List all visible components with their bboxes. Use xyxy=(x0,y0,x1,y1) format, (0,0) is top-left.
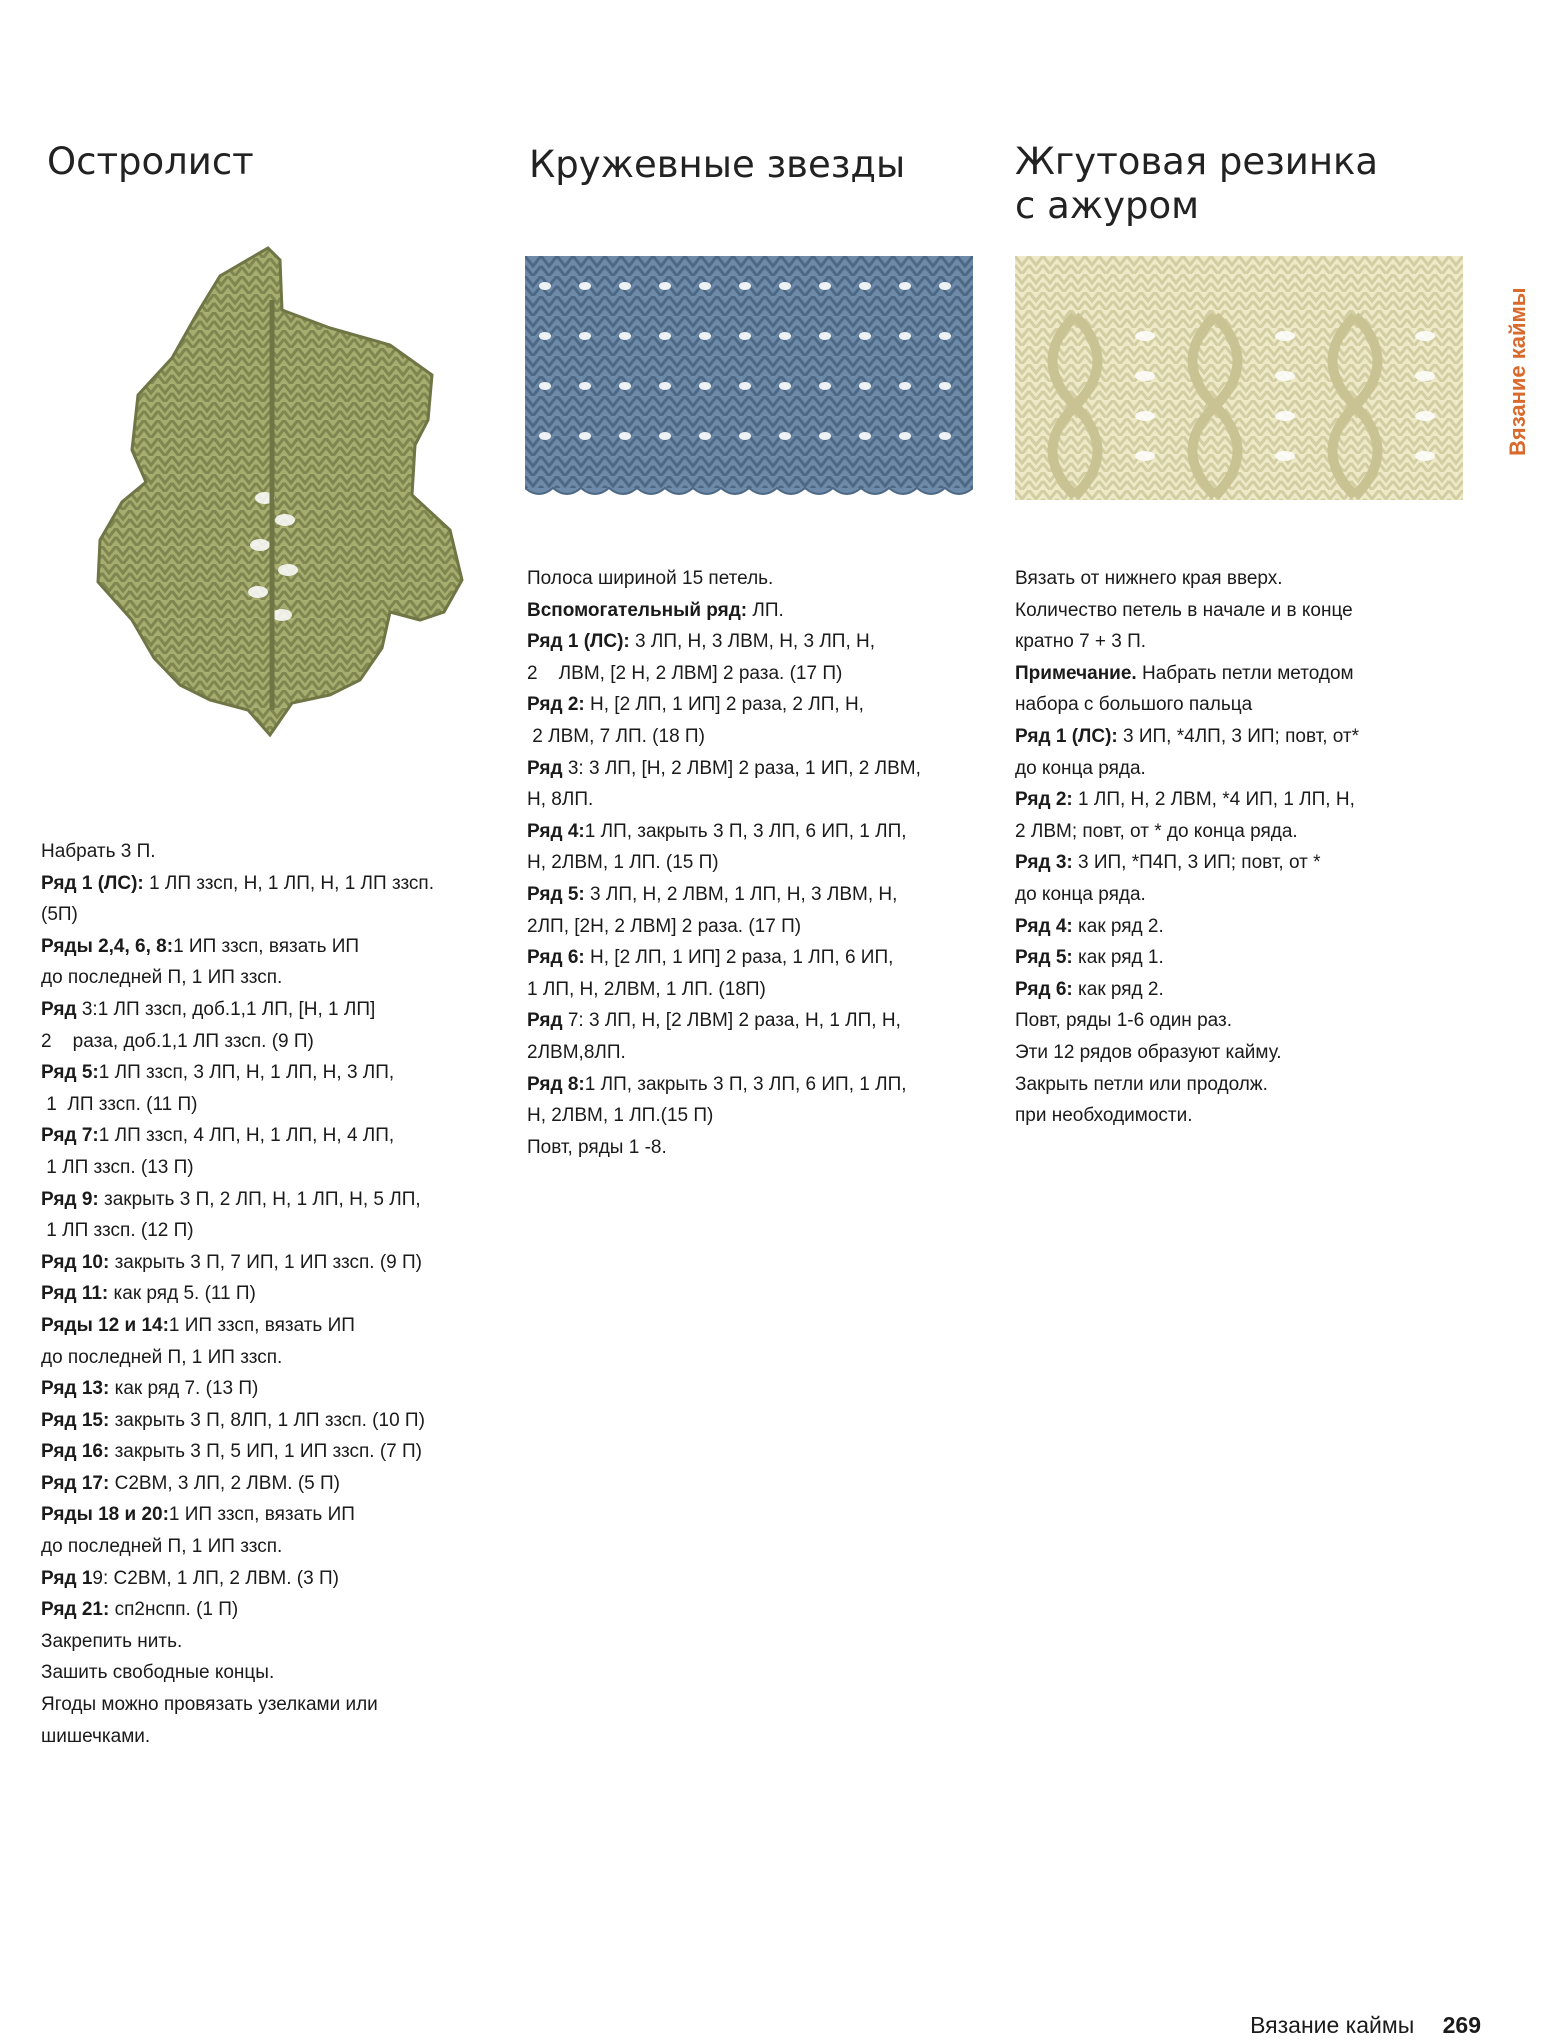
ostrolist-instructions xyxy=(41,836,501,1752)
row-text: 1 ЛП ззсп. (12 П) xyxy=(41,1220,194,1242)
row-text: Н, 8ЛП. xyxy=(527,789,594,811)
row-text: сп2нспп. (1 П) xyxy=(109,1599,239,1621)
row-label: Ряд 5: xyxy=(1015,947,1073,969)
holly-leaf-photo xyxy=(60,240,470,765)
instruction-line xyxy=(527,563,997,595)
row-text: 9: С2ВМ, 1 ЛП, 2 ЛВМ. (3 П) xyxy=(92,1567,339,1589)
row-text: 1 ЛП ззсп, 4 ЛП, Н, 1 ЛП, Н, 4 ЛП, xyxy=(98,1125,395,1147)
instruction-line xyxy=(527,1100,997,1132)
instruction-line xyxy=(41,1563,501,1595)
row-text: Повт, ряды 1-6 один раз. xyxy=(1015,1010,1232,1032)
instruction-line xyxy=(527,879,997,911)
row-label: Ряд 13: xyxy=(41,1378,110,1400)
instruction-line xyxy=(527,816,997,848)
instruction-line xyxy=(41,962,501,994)
row-label: Ряд 15: xyxy=(41,1409,110,1431)
row-text: Полоса шириной 15 петель. xyxy=(527,568,774,589)
instruction-line xyxy=(527,689,997,721)
instruction-line xyxy=(41,1373,501,1405)
row-text: 1 ЛП ззсп. (13 П) xyxy=(41,1156,194,1178)
row-label: Ряды 2,4, 6, 8: xyxy=(41,935,174,957)
row-label: Ряд xyxy=(527,1010,563,1032)
pattern-title-cable-rib: Жгутовая резинка с ажуром xyxy=(1015,140,1379,227)
instruction-line xyxy=(1015,1100,1475,1132)
instruction-line xyxy=(41,1184,501,1216)
instruction-line xyxy=(41,1026,501,1058)
instruction-line xyxy=(527,911,997,943)
row-text: кратно 7 + 3 П. xyxy=(1015,631,1147,653)
instruction-line xyxy=(1015,1037,1475,1069)
instruction-line xyxy=(527,595,997,627)
row-label: Ряд 6: xyxy=(527,947,585,969)
row-text: до конца ряда. xyxy=(1015,883,1146,905)
row-label: Ряд 4: xyxy=(1015,915,1073,937)
row-label: Примечание. xyxy=(1015,662,1137,684)
instruction-line xyxy=(41,931,501,963)
row-text: 2 ЛВМ, [2 Н, 2 ЛВМ] 2 раза. (17 П) xyxy=(527,662,843,684)
instruction-line xyxy=(41,1089,501,1121)
instruction-line xyxy=(527,942,997,974)
row-label: Ряд 3: xyxy=(1015,852,1073,874)
row-label: Ряд xyxy=(527,757,563,779)
instruction-line xyxy=(1015,974,1475,1006)
page-number: 269 xyxy=(1442,2012,1481,2038)
row-label: Ряд 9: xyxy=(41,1188,99,1210)
row-text: Набрать 3 П. xyxy=(41,841,156,862)
row-text: 2ЛВМ,8ЛП. xyxy=(527,1041,626,1063)
row-text: Закрыть петли или продолж. xyxy=(1015,1073,1268,1095)
row-label: Ряд 2: xyxy=(1015,789,1073,811)
instruction-line xyxy=(527,626,997,658)
row-text: закрыть 3 П, 5 ИП, 1 ИП ззсп. (7 П) xyxy=(109,1441,422,1463)
row-text: 1 ИП ззсп, вязать ИП xyxy=(173,935,360,957)
instruction-line xyxy=(1015,911,1475,943)
instruction-line xyxy=(41,1626,501,1658)
row-text: 3 ИП, *П4П, 3 ИП; повт, от * xyxy=(1072,852,1321,874)
cable-rib-photo xyxy=(1015,256,1463,500)
row-text: как ряд 7. (13 П) xyxy=(109,1378,259,1400)
row-text: (5П) xyxy=(41,904,78,926)
row-text: 1 ИП ззсп, вязать ИП xyxy=(168,1504,355,1526)
row-text: Ягоды можно провязать узелками или xyxy=(41,1694,378,1716)
row-text: 1 ЛП, закрыть 3 П, 3 ЛП, 6 ИП, 1 ЛП, xyxy=(584,1073,907,1095)
row-label: Ряд 11: xyxy=(41,1283,109,1305)
row-text: до последней П, 1 ИП ззсп. xyxy=(41,967,283,989)
row-text: 1 ЛП, Н, 2ЛВМ, 1 ЛП. (18П) xyxy=(527,978,766,1000)
row-text: Количество петель в начале и в конце xyxy=(1015,599,1353,621)
row-text: Набрать петли методом xyxy=(1136,662,1354,684)
instruction-line xyxy=(41,1278,501,1310)
row-label: Ряд 2: xyxy=(527,694,585,716)
page-footer xyxy=(1250,2010,1481,2040)
instruction-line xyxy=(1015,879,1475,911)
row-text: Повт, ряды 1 -8. xyxy=(527,1136,667,1158)
row-text: 3:1 ЛП ззсп, доб.1,1 ЛП, [Н, 1 ЛП] xyxy=(76,998,376,1020)
footer-section-title: Вязание каймы xyxy=(1250,2012,1415,2038)
row-text: 1 ЛП ззсп. (11 П) xyxy=(41,1093,198,1115)
row-text: 1 ИП ззсп, вязать ИП xyxy=(168,1314,355,1336)
row-text: 1 ЛП ззсп, Н, 1 ЛП, Н, 1 ЛП ззсп. xyxy=(143,872,435,894)
instruction-line xyxy=(41,1531,501,1563)
row-text: как ряд 5. (11 П) xyxy=(108,1283,256,1305)
instruction-line xyxy=(41,1342,501,1374)
instruction-line xyxy=(1015,784,1475,816)
pattern-title-ostrolist: Остролист xyxy=(47,140,254,183)
instruction-line xyxy=(41,1152,501,1184)
instruction-line xyxy=(41,1721,501,1753)
row-text: как ряд 1. xyxy=(1072,947,1164,969)
instruction-line xyxy=(527,784,997,816)
row-text: 3: 3 ЛП, [Н, 2 ЛВМ] 2 раза, 1 ИП, 2 ЛВМ, xyxy=(562,757,921,779)
row-label: Ряды 12 и 14: xyxy=(41,1314,169,1336)
instruction-line xyxy=(1015,1005,1475,1037)
instruction-line xyxy=(1015,563,1475,595)
row-text: закрыть 3 П, 7 ИП, 1 ИП ззсп. (9 П) xyxy=(109,1251,422,1273)
row-text: 1 ЛП, закрыть 3 П, 3 ЛП, 6 ИП, 1 ЛП, xyxy=(584,820,907,842)
cable-rib-instructions xyxy=(1015,563,1475,1132)
lace-stars-instructions xyxy=(527,563,997,1163)
row-text: как ряд 2. xyxy=(1072,915,1164,937)
instruction-line xyxy=(41,1468,501,1500)
row-label: Ряды 18 и 20: xyxy=(41,1504,169,1526)
row-text: ЛП. xyxy=(747,599,784,621)
instruction-line xyxy=(1015,689,1475,721)
instruction-line xyxy=(41,1215,501,1247)
row-label: Ряд 6: xyxy=(1015,978,1073,1000)
instruction-line xyxy=(527,658,997,690)
row-text: 1 ЛП ззсп, 3 ЛП, Н, 1 ЛП, Н, 3 ЛП, xyxy=(98,1062,395,1084)
row-label: Ряд 10: xyxy=(41,1251,110,1273)
instruction-line xyxy=(527,1132,997,1164)
instruction-line xyxy=(1015,847,1475,879)
row-label: Вспомогательный ряд: xyxy=(527,599,748,621)
instruction-line xyxy=(41,1120,501,1152)
instruction-line xyxy=(527,974,997,1006)
row-text: 2 ЛВМ; повт, от * до конца ряда. xyxy=(1015,820,1298,842)
instruction-line xyxy=(41,1405,501,1437)
row-text: Эти 12 рядов образуют кайму. xyxy=(1015,1041,1282,1063)
instruction-line xyxy=(527,1005,997,1037)
instruction-line xyxy=(41,836,501,868)
row-label: Ряд xyxy=(41,998,77,1020)
row-text: Н, [2 ЛП, 1 ИП] 2 раза, 2 ЛП, Н, xyxy=(584,694,864,716)
row-text: Зашить свободные концы. xyxy=(41,1662,275,1684)
instruction-line xyxy=(41,1594,501,1626)
row-text: Н, [2 ЛП, 1 ИП] 2 раза, 1 ЛП, 6 ИП, xyxy=(584,947,894,969)
instruction-line xyxy=(527,847,997,879)
row-label: Ряд 1 (ЛС): xyxy=(1015,725,1118,747)
row-text: 3 ЛП, Н, 3 ЛВМ, Н, 3 ЛП, Н, xyxy=(629,631,875,653)
instruction-line xyxy=(41,1436,501,1468)
row-label: Ряд 1 xyxy=(41,1567,93,1589)
instruction-line xyxy=(1015,1069,1475,1101)
row-text: Вязать от нижнего края вверх. xyxy=(1015,568,1283,589)
row-text: при необходимости. xyxy=(1015,1105,1193,1127)
row-text: 1 ЛП, Н, 2 ЛВМ, *4 ИП, 1 ЛП, Н, xyxy=(1072,789,1355,811)
row-text: 7: 3 ЛП, Н, [2 ЛВМ] 2 раза, Н, 1 ЛП, Н, xyxy=(562,1010,901,1032)
instruction-line xyxy=(41,1499,501,1531)
instruction-line xyxy=(527,1069,997,1101)
instruction-line xyxy=(41,1057,501,1089)
row-label: Ряд 1 (ЛС): xyxy=(527,631,630,653)
instruction-line xyxy=(41,1310,501,1342)
row-label: Ряд 21: xyxy=(41,1599,110,1621)
instruction-line xyxy=(527,721,997,753)
instruction-line xyxy=(1015,658,1475,690)
instruction-line xyxy=(1015,595,1475,627)
row-text: шишечками. xyxy=(41,1725,151,1747)
row-text: 2 раза, доб.1,1 ЛП ззсп. (9 П) xyxy=(41,1030,314,1052)
instruction-line xyxy=(527,1037,997,1069)
row-text: набора с большого пальца xyxy=(1015,694,1253,716)
row-text: до конца ряда. xyxy=(1015,757,1146,779)
row-label: Ряд 4: xyxy=(527,820,585,842)
row-text: 2 ЛВМ, 7 ЛП. (18 П) xyxy=(527,725,705,747)
instruction-line xyxy=(1015,626,1475,658)
row-label: Ряд 1 (ЛС): xyxy=(41,872,144,894)
instruction-line xyxy=(41,868,501,900)
lace-stars-photo xyxy=(525,256,973,500)
row-text: Н, 2ЛВМ, 1 ЛП. (15 П) xyxy=(527,852,719,874)
row-text: Закрепить нить. xyxy=(41,1630,183,1652)
instruction-line xyxy=(527,753,997,785)
instruction-line xyxy=(1015,816,1475,848)
row-text: С2ВМ, 3 ЛП, 2 ЛВМ. (5 П) xyxy=(109,1472,340,1494)
row-text: 3 ЛП, Н, 2 ЛВМ, 1 ЛП, Н, 3 ЛВМ, Н, xyxy=(584,883,898,905)
row-text: 2ЛП, [2Н, 2 ЛВМ] 2 раза. (17 П) xyxy=(527,915,802,937)
row-text: до последней П, 1 ИП ззсп. xyxy=(41,1536,283,1558)
row-label: Ряд 7: xyxy=(41,1125,99,1147)
row-text: до последней П, 1 ИП ззсп. xyxy=(41,1346,283,1368)
instruction-line xyxy=(41,1657,501,1689)
pattern-title-lace-stars: Кружевные звезды xyxy=(529,143,906,186)
instruction-line xyxy=(1015,721,1475,753)
instruction-line xyxy=(41,899,501,931)
instruction-line xyxy=(41,1689,501,1721)
row-label: Ряд 17: xyxy=(41,1472,110,1494)
row-label: Ряд 5: xyxy=(41,1062,99,1084)
instruction-line xyxy=(41,994,501,1026)
row-text: закрыть 3 П, 2 ЛП, Н, 1 ЛП, Н, 5 ЛП, xyxy=(98,1188,421,1210)
side-tab-label xyxy=(1497,256,1537,456)
side-tab-text: Вязание каймы xyxy=(1505,287,1530,456)
row-label: Ряд 8: xyxy=(527,1073,585,1095)
row-label: Ряд 5: xyxy=(527,883,585,905)
row-text: закрыть 3 П, 8ЛП, 1 ЛП ззсп. (10 П) xyxy=(109,1409,425,1431)
row-label: Ряд 16: xyxy=(41,1441,110,1463)
row-text: как ряд 2. xyxy=(1072,978,1164,1000)
instruction-line xyxy=(41,1247,501,1279)
instruction-line xyxy=(1015,753,1475,785)
row-text: 3 ИП, *4ЛП, 3 ИП; повт, от* xyxy=(1117,725,1360,747)
instruction-line xyxy=(1015,942,1475,974)
row-text: Н, 2ЛВМ, 1 ЛП.(15 П) xyxy=(527,1105,714,1127)
